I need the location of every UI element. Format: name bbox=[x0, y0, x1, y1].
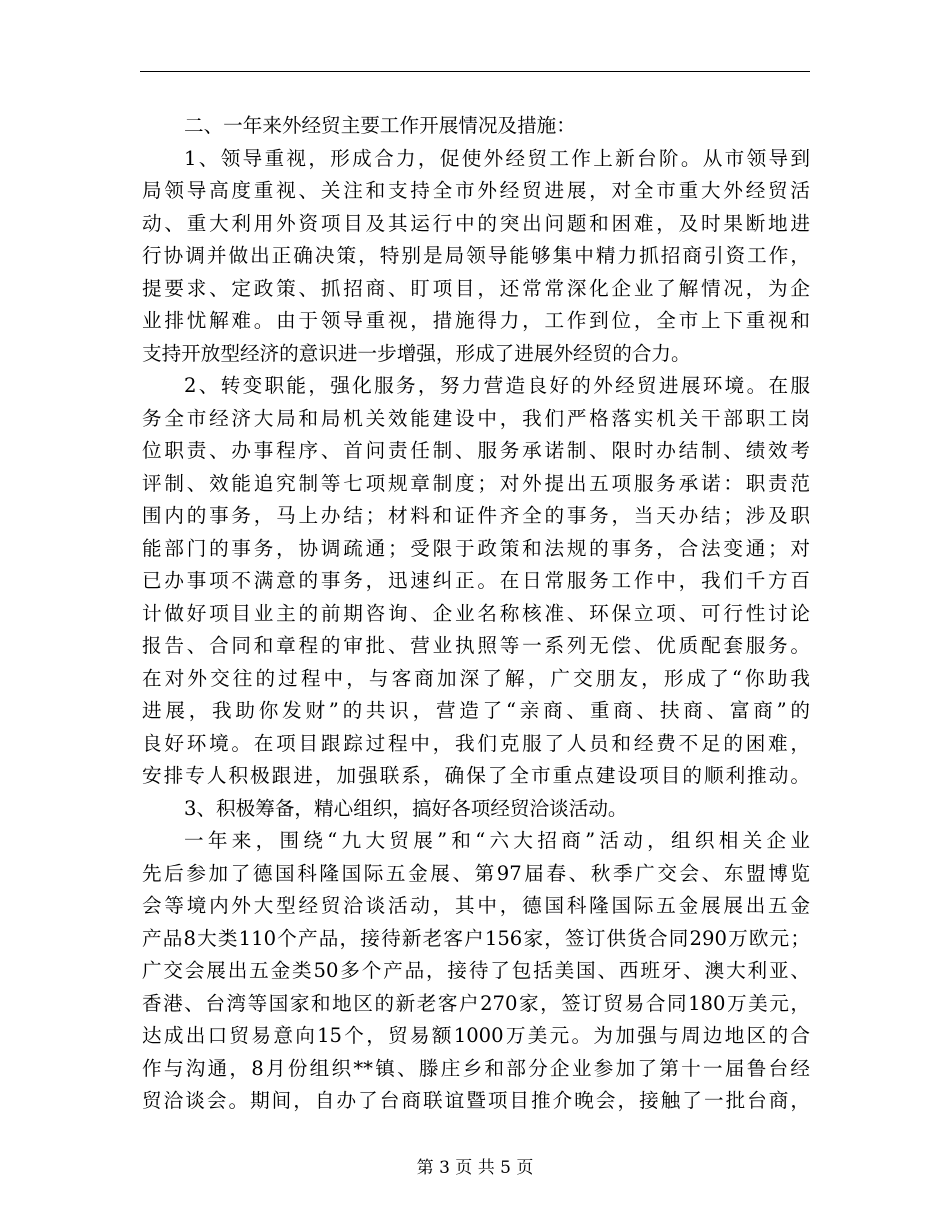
text-line: 评制、效能追究制等七项规章制度；对外提出五项服务承诺：职责范 bbox=[142, 471, 810, 495]
text-line: 广交会展出五金类50多个产品，接待了包括美国、西班牙、澳大利亚、 bbox=[142, 959, 810, 982]
text-line: 2、转变职能，强化服务，努力营造良好的外经贸进展环境。在服 bbox=[184, 374, 810, 397]
text-line: 会等境内外大型经贸洽谈活动，其中，德国科隆国际五金展展出五金 bbox=[142, 894, 810, 917]
text-line: 二、一年来外经贸主要工作开展情况及措施： bbox=[184, 114, 576, 137]
text-line: 贸洽谈会。期间，自办了台商联谊暨项目推介晚会，接触了一批台商， bbox=[142, 1089, 810, 1112]
text-line: 行协调并做出正确决策，特别是局领导能够集中精力抓招商引资工作， bbox=[142, 244, 810, 267]
text-line: 已办事项不满意的事务，迅速纠正。在日常服务工作中，我们千方百 bbox=[142, 569, 810, 592]
text-line: 1、领导重视，形成合力，促使外经贸工作上新台阶。从市领导到 bbox=[184, 146, 810, 170]
text-line: 位职责、办事程序、首问责任制、服务承诺制、限时办结制、绩效考 bbox=[142, 439, 810, 462]
page-footer: 第 3 页 共 5 页 bbox=[416, 1158, 534, 1178]
text-line: 支持开放型经济的意识进一步增强，形成了进展外经贸的合力。 bbox=[142, 341, 691, 365]
text-line: 安排专人积极跟进，加强联系，确保了全市重点建设项目的顺利推动。 bbox=[142, 764, 810, 787]
text-line: 良好环境。在项目跟踪过程中，我们克服了人员和经费不足的困难， bbox=[142, 731, 810, 755]
header-rule bbox=[140, 71, 810, 72]
text-line: 报告、合同和章程的审批、营业执照等一系列无偿、优质配套服务。 bbox=[142, 634, 810, 657]
text-line: 能部门的事务，协调疏通；受限于政策和法规的事务，合法变通；对 bbox=[142, 536, 810, 560]
text-line: 达成出口贸易意向15个，贸易额1000万美元。为加强与周边地区的合 bbox=[142, 1024, 810, 1047]
document-body bbox=[142, 110, 810, 1118]
text-line: 香港、台湾等国家和地区的新老客户270家，签订贸易合同180万美元， bbox=[142, 991, 810, 1015]
text-line: 进展，我助你发财”的共识，营造了“亲商、重商、扶商、富商”的 bbox=[142, 699, 810, 722]
text-line: 3、积极筹备，精心组织，搞好各项经贸洽谈活动。 bbox=[184, 796, 628, 820]
text-line: 动、重大利用外资项目及其运行中的突出问题和困难，及时果断地进 bbox=[142, 211, 810, 235]
text-line: 业排忧解难。由于领导重视，措施得力，工作到位，全市上下重视和 bbox=[142, 309, 810, 332]
text-line: 计做好项目业主的前期咨询、企业名称核准、环保立项、可行性讨论 bbox=[142, 601, 810, 625]
text-line: 先后参加了德国科隆国际五金展、第97届春、秋季广交会、东盟博览 bbox=[142, 861, 810, 885]
text-line: 一年来，围绕“九大贸展”和“六大招商”活动，组织相关企业 bbox=[184, 829, 810, 852]
text-line: 围内的事务，马上办结；材料和证件齐全的事务，当天办结；涉及职 bbox=[142, 504, 810, 527]
text-line: 产品8大类110个产品，接待新老客户156家，签订供货合同290万欧元； bbox=[142, 926, 810, 950]
text-line: 作与沟通，8月份组织**镇、滕庄乡和部分企业参加了第十一届鲁台经 bbox=[142, 1056, 810, 1080]
text-line: 在对外交往的过程中，与客商加深了解，广交朋友，形成了“你助我 bbox=[142, 666, 810, 690]
text-line: 局领导高度重视、关注和支持全市外经贸进展，对全市重大外经贸活 bbox=[142, 179, 810, 202]
text-line: 提要求、定政策、抓招商、盯项目，还常常深化企业了解情况，为企 bbox=[142, 276, 810, 300]
text-line: 务全市经济大局和局机关效能建设中，我们严格落实机关干部职工岗 bbox=[142, 406, 810, 430]
